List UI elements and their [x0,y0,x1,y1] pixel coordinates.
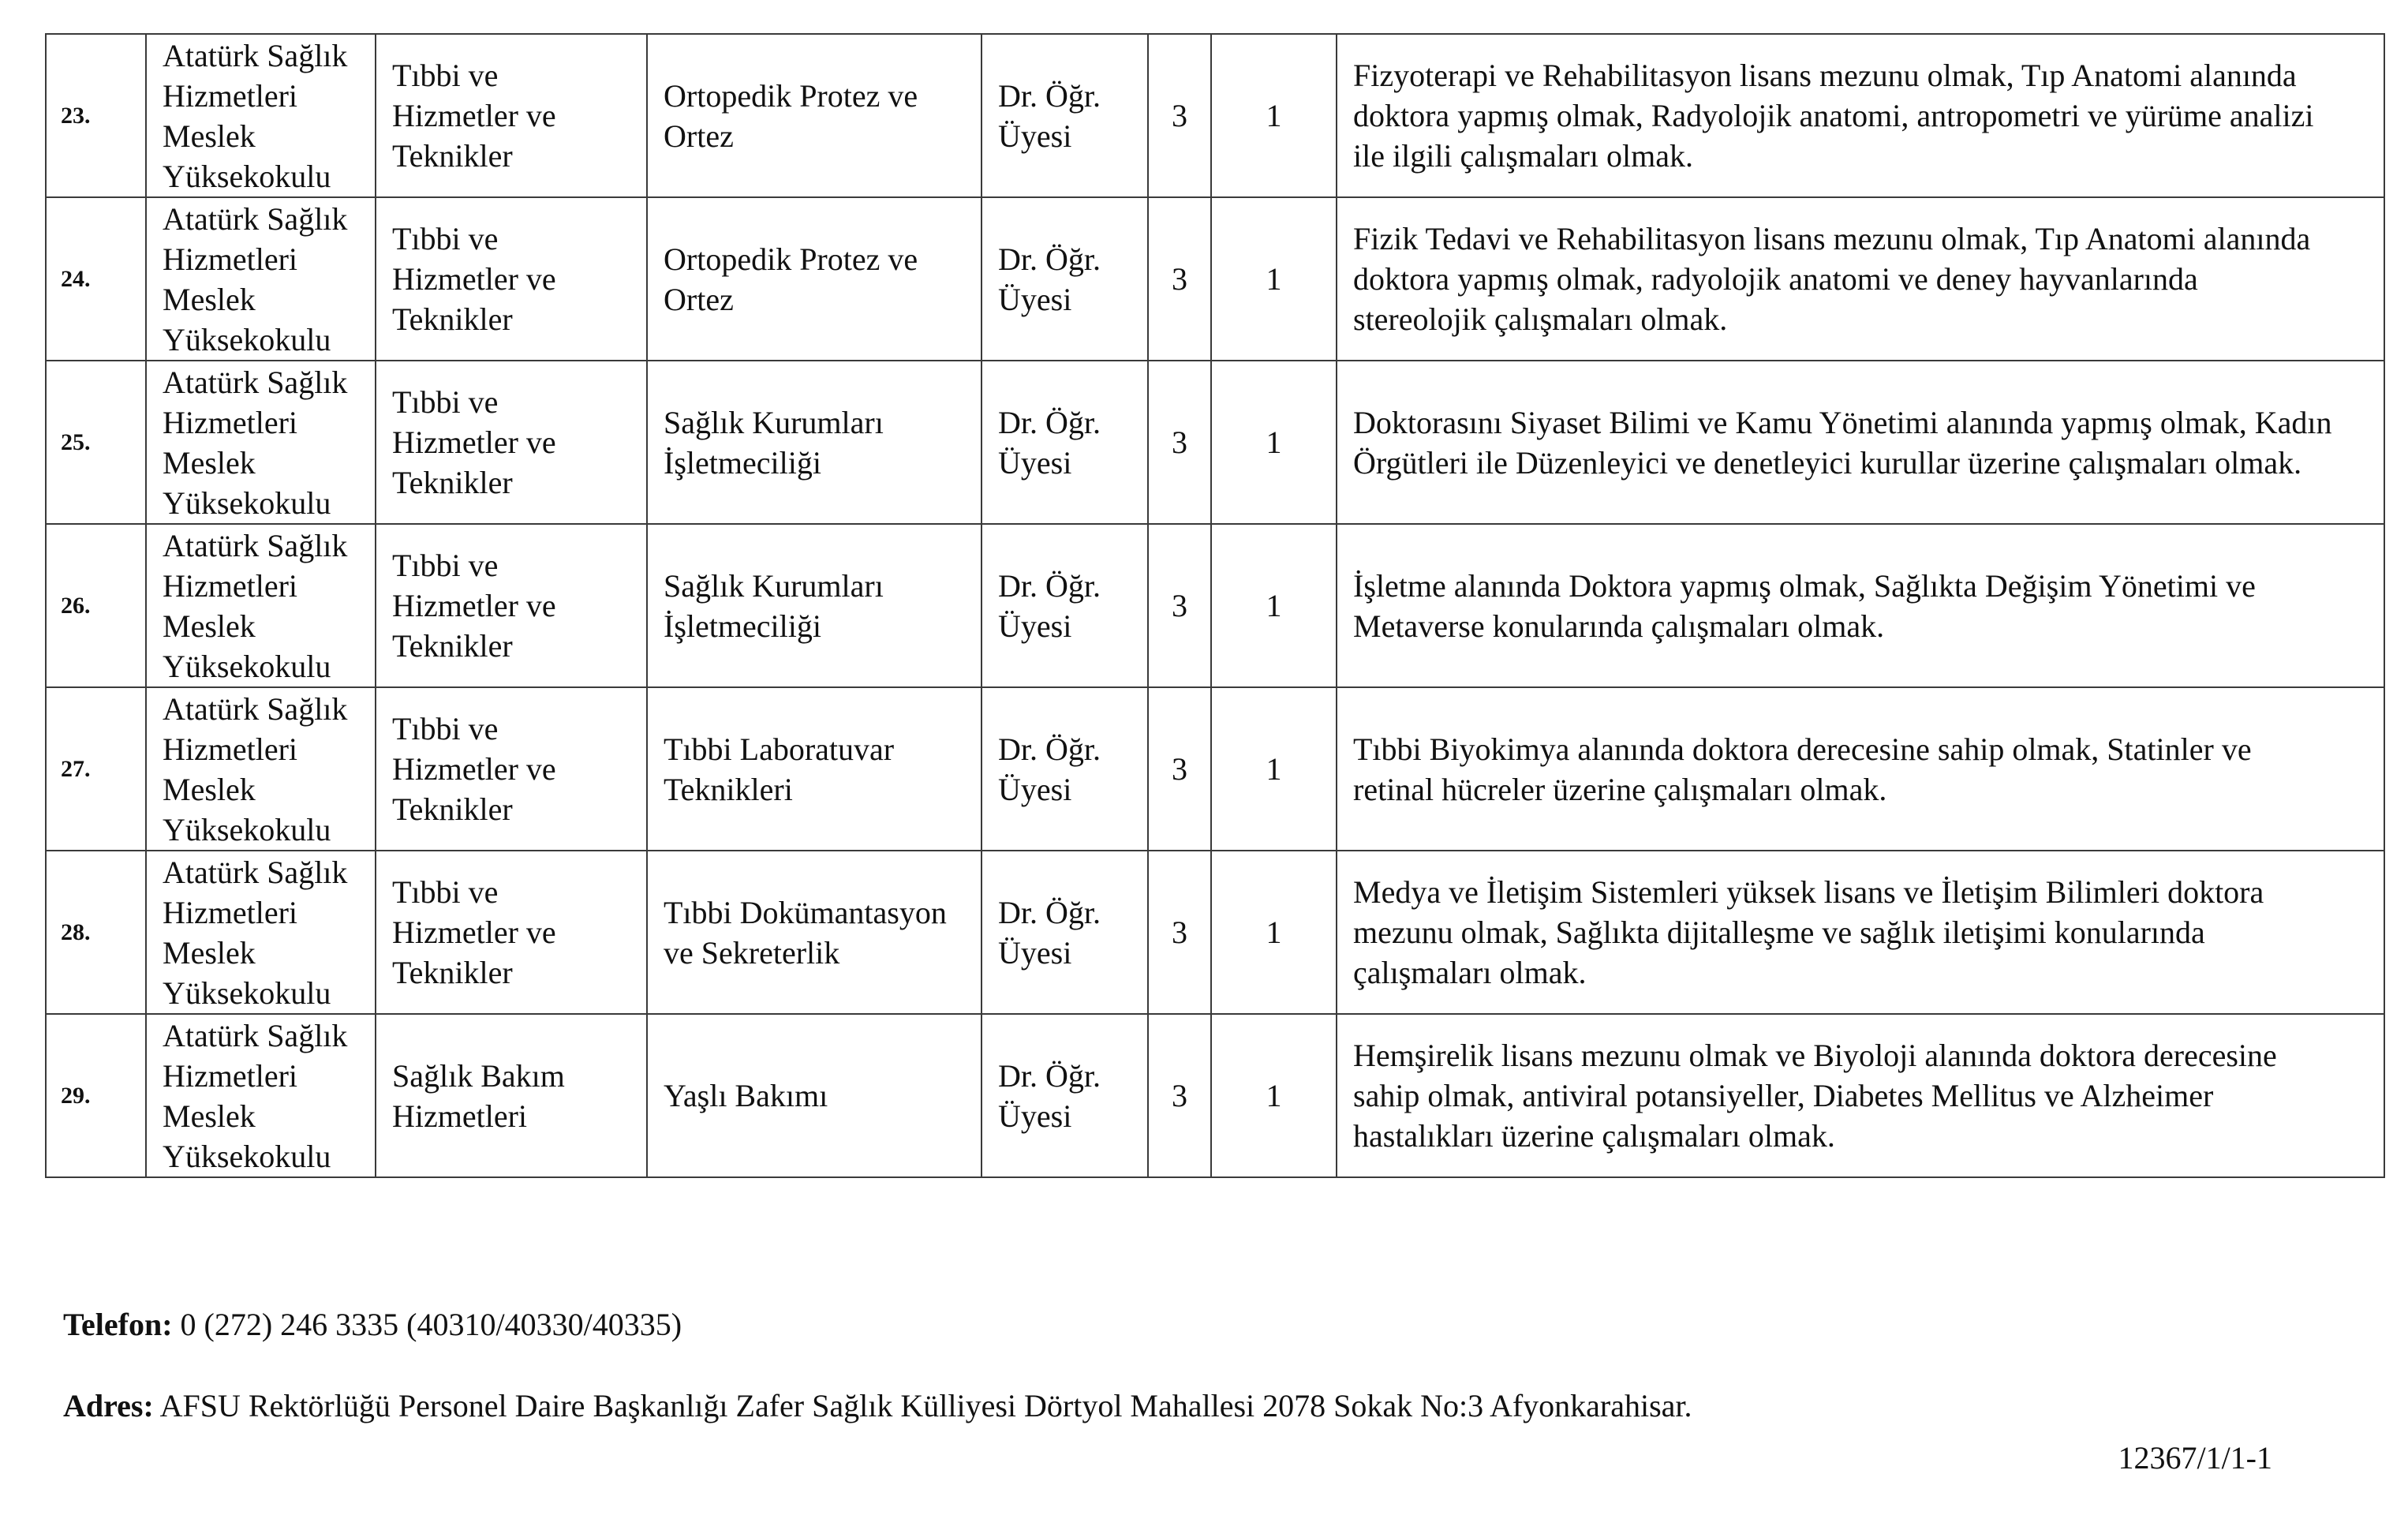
requirement-cell: Fizyoterapi ve Rehabilitasyon lisans mezunu olmak, Tıp Anatomi alanında doktora yapmış olmak, Radyolojik anatomi, antropometri ve yürüme analizi ile ilgili çalışmaları olmak. [1337,34,2384,197]
unit-cell: Atatürk Sağlık Hizmetleri Meslek Yüksekokulu [146,524,376,687]
unit-cell: Atatürk Sağlık Hizmetleri Meslek Yüksekokulu [146,687,376,851]
title-cell: Dr. Öğr. Üyesi [982,361,1148,524]
program-cell: Tıbbi Dokümantasyon ve Sekreterlik [647,851,982,1014]
requirement-cell: Doktorasını Siyaset Bilimi ve Kamu Yönetimi alanında yapmış olmak, Kadın Örgütleri ile Düzenleyici ve denetleyici kurullar üzerine çalışmaları olmak. [1337,361,2384,524]
title-cell: Dr. Öğr. Üyesi [982,851,1148,1014]
title-cell: Dr. Öğr. Üyesi [982,1014,1148,1177]
degree-cell: 3 [1148,1014,1211,1177]
degree-cell: 3 [1148,524,1211,687]
unit-cell: Atatürk Sağlık Hizmetleri Meslek Yüksekokulu [146,1014,376,1177]
row-number-cell: 27. [46,687,146,851]
row-number-cell: 25. [46,361,146,524]
program-cell: Yaşlı Bakımı [647,1014,982,1177]
department-cell: Tıbbi ve Hizmetler ve Teknikler [376,34,647,197]
row-number-cell: 24. [46,197,146,361]
table-row [46,34,2384,197]
title-cell: Dr. Öğr. Üyesi [982,34,1148,197]
phone-label: Telefon: [63,1307,173,1342]
count-cell: 1 [1211,524,1337,687]
unit-cell: Atatürk Sağlık Hizmetleri Meslek Yüksekokulu [146,197,376,361]
department-cell: Tıbbi ve Hizmetler ve Teknikler [376,851,647,1014]
program-cell: Sağlık Kurumları İşletmeciliği [647,361,982,524]
count-cell: 1 [1211,34,1337,197]
title-cell: Dr. Öğr. Üyesi [982,524,1148,687]
table-body [46,34,2384,1177]
address-line [63,1386,1692,1426]
address-value: AFSU Rektörlüğü Personel Daire Başkanlığı Zafer Sağlık Külliyesi Dörtyol Mahallesi 2078 Sokak No:3 Afyonkarahisar. [159,1388,1692,1423]
phone-value: 0 (272) 246 3335 (40310/40330/40335) [180,1307,682,1342]
positions-table [45,33,2385,1178]
requirement-cell: Fizik Tedavi ve Rehabilitasyon lisans mezunu olmak, Tıp Anatomi alanında doktora yapmış olmak, radyolojik anatomi ve deney hayvanlarında stereolojik çalışmaları olmak. [1337,197,2384,361]
table-row [46,1014,2384,1177]
degree-cell: 3 [1148,34,1211,197]
table-row [46,687,2384,851]
requirement-cell: İşletme alanında Doktora yapmış olmak, Sağlıkta Değişim Yönetimi ve Metaverse konularında çalışmaları olmak. [1337,524,2384,687]
title-cell: Dr. Öğr. Üyesi [982,687,1148,851]
requirement-cell: Medya ve İletişim Sistemleri yüksek lisans ve İletişim Bilimleri doktora mezunu olmak, Sağlıkta dijitalleşme ve sağlık iletişimi konularında çalışmaları olmak. [1337,851,2384,1014]
program-cell: Ortopedik Protez ve Ortez [647,34,982,197]
row-number-cell: 26. [46,524,146,687]
table-row [46,851,2384,1014]
table-row [46,197,2384,361]
count-cell: 1 [1211,687,1337,851]
requirement-cell: Hemşirelik lisans mezunu olmak ve Biyoloji alanında doktora derecesine sahip olmak, antiviral potansiyeller, Diabetes Mellitus ve Alzheimer hastalıkları üzerine çalışmaları olmak. [1337,1014,2384,1177]
program-cell: Tıbbi Laboratuvar Teknikleri [647,687,982,851]
count-cell: 1 [1211,197,1337,361]
requirement-cell: Tıbbi Biyokimya alanında doktora derecesine sahip olmak, Statinler ve retinal hücreler üzerine çalışmaları olmak. [1337,687,2384,851]
degree-cell: 3 [1148,851,1211,1014]
department-cell: Tıbbi ve Hizmetler ve Teknikler [376,687,647,851]
table-row [46,524,2384,687]
document-code: 12367/1/1-1 [2118,1440,2272,1476]
row-number-cell: 23. [46,34,146,197]
department-cell: Tıbbi ve Hizmetler ve Teknikler [376,361,647,524]
phone-line [63,1305,682,1345]
department-cell: Tıbbi ve Hizmetler ve Teknikler [376,524,647,687]
department-cell: Sağlık Bakım Hizmetleri [376,1014,647,1177]
count-cell: 1 [1211,361,1337,524]
degree-cell: 3 [1148,361,1211,524]
unit-cell: Atatürk Sağlık Hizmetleri Meslek Yüksekokulu [146,34,376,197]
title-cell: Dr. Öğr. Üyesi [982,197,1148,361]
table-row [46,361,2384,524]
count-cell: 1 [1211,851,1337,1014]
degree-cell: 3 [1148,687,1211,851]
department-cell: Tıbbi ve Hizmetler ve Teknikler [376,197,647,361]
unit-cell: Atatürk Sağlık Hizmetleri Meslek Yüksekokulu [146,361,376,524]
count-cell: 1 [1211,1014,1337,1177]
row-number-cell: 29. [46,1014,146,1177]
program-cell: Sağlık Kurumları İşletmeciliği [647,524,982,687]
program-cell: Ortopedik Protez ve Ortez [647,197,982,361]
unit-cell: Atatürk Sağlık Hizmetleri Meslek Yüksekokulu [146,851,376,1014]
row-number-cell: 28. [46,851,146,1014]
address-label: Adres: [63,1388,154,1423]
degree-cell: 3 [1148,197,1211,361]
